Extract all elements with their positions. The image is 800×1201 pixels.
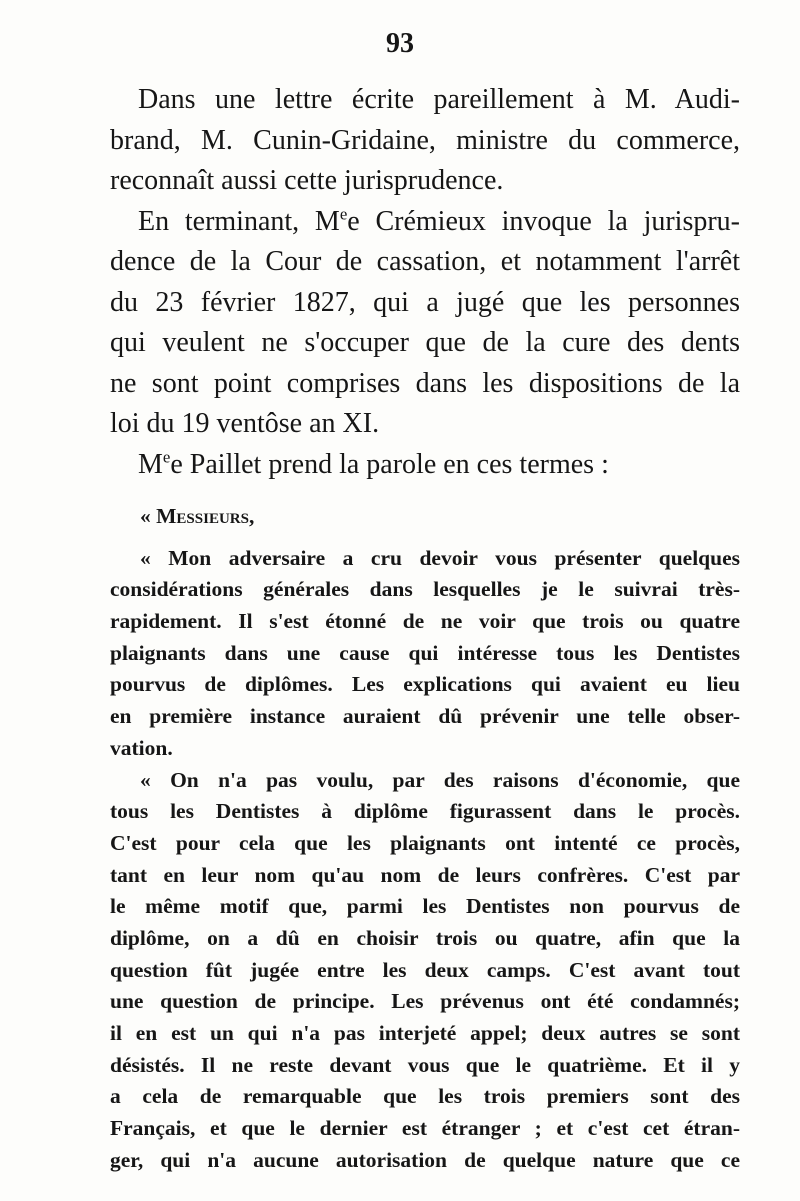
text-line: diplôme, on a dû en choisir trois ou quatre, afin que la: [110, 925, 740, 950]
text-line: tant en leur nom qu'au nom de leurs confrères. C'est par: [110, 862, 740, 887]
text-line: qui veulent ne s'occuper que de la cure des dents: [110, 327, 740, 358]
text-line: le même motif que, parmi les Dentistes non pourvus de: [110, 894, 740, 919]
text-line: une question de principe. Les prévenus ont été condamnés;: [110, 989, 740, 1014]
text-line: a cela de remarquable que les trois premiers sont des: [110, 1084, 740, 1109]
text-line: ne sont point comprises dans les dispositions de la: [110, 367, 740, 399]
paragraph-economie: [110, 765, 740, 1177]
text-line: il en est un qui n'a pas interjeté appel; deux autres se sont: [110, 1021, 740, 1045]
paragraph-adversaire: [110, 543, 740, 765]
large-text-section: [110, 80, 740, 485]
speech-section: [110, 501, 740, 1176]
text-line: En terminant, Mee Crémieux invoque la jurispru-: [138, 204, 740, 237]
text-line: rapidement. Il s'est étonné de ne voir que trois ou quatre: [110, 609, 740, 634]
text-line: dence de la Cour de cassation, et notamment l'arrêt: [110, 246, 740, 277]
text-line: du 23 février 1827, qui a jugé que les personnes: [110, 286, 740, 318]
text-line: brand, M. Cunin-Gridaine, ministre du commerce,: [110, 124, 740, 156]
salutation: « Messieurs,: [140, 504, 255, 528]
text-line: « Mon adversaire a cru devoir vous présenter quelques: [140, 545, 740, 570]
text-line: vation.: [110, 735, 173, 760]
text-line: C'est pour cela que les plaignants ont intenté ce procès,: [110, 830, 740, 855]
text-line: « On n'a pas voulu, par des raisons d'économie, que: [140, 767, 740, 792]
text-line: plaignants dans une cause qui intéresse tous les Dentistes: [110, 640, 740, 665]
text-line: question fût jugée entre les deux camps. C'est avant tout: [110, 957, 740, 982]
paragraph-cremieux: [110, 202, 740, 445]
text-line: Français, et que le dernier est étranger ; et c'est cet étran-: [110, 1116, 740, 1141]
text-line: Dans une lettre écrite pareillement à M. Audi-: [138, 84, 740, 115]
text-line: loi du 19 ventôse an XI.: [110, 408, 380, 439]
text-body: [110, 80, 740, 1176]
text-line: reconnaît aussi cette jurisprudence.: [110, 165, 504, 196]
text-line: considérations générales dans lesquelles je le suivrai très-: [110, 577, 740, 602]
text-line: désistés. Il ne reste devant vous que le quatrième. Et il y: [110, 1052, 740, 1077]
text-line: Mee Paillet prend la parole en ces termes :: [138, 447, 609, 480]
paragraph-paillet: [110, 445, 740, 486]
text-line: en première instance auraient dû prévenir une telle obser-: [110, 704, 740, 729]
text-line: tous les Dentistes à diplôme figurassent dans le procès.: [110, 799, 740, 824]
paragraph-lettre: [110, 80, 740, 202]
page-number: 93: [386, 28, 414, 59]
text-line: ger, qui n'a aucune autorisation de quelque nature que ce: [110, 1147, 740, 1172]
text-line: pourvus de diplômes. Les explications qui avaient eu lieu: [110, 672, 740, 697]
